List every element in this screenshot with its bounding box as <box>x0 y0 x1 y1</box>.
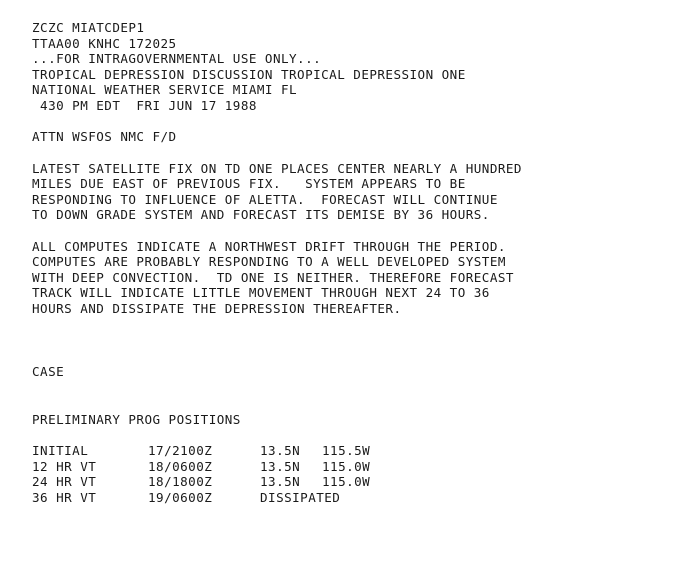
prog-title: PRELIMINARY PROG POSITIONS <box>32 411 241 427</box>
prog-status: DISSIPATED <box>260 489 341 505</box>
prog-lat: 13.5N <box>260 474 301 489</box>
paragraph-line: LATEST SATELLITE FIX ON TD ONE PLACES CENTER NEARLY A HUNDRED <box>32 160 522 176</box>
table-row <box>32 459 370 475</box>
header-line: ...FOR INTRAGOVERNMENTAL USE ONLY... <box>32 51 322 66</box>
prog-label: 36 HR VT <box>32 489 97 505</box>
prog-label: 24 HR VT <box>32 474 97 489</box>
prog-time: 19/0600Z <box>148 489 213 505</box>
spacer <box>32 145 682 161</box>
paragraph-line: MILES DUE EAST OF PREVIOUS FIX. SYSTEM APPEARS TO BE <box>32 176 466 191</box>
prog-lon: 115.0W <box>322 474 371 489</box>
prog-time: 18/1800Z <box>148 474 213 489</box>
forecaster-signature: CASE <box>32 364 65 379</box>
attn-line: ATTN WSFOS NMC F/D <box>32 129 177 144</box>
header-block <box>32 20 682 113</box>
paragraph-line: RESPONDING TO INFLUENCE OF ALETTA. FORECAST WILL CONTINUE <box>32 191 498 207</box>
prog-time: 18/0600Z <box>148 458 213 474</box>
header-line: TTAA00 KNHC 172025 <box>32 35 177 51</box>
prog-lat: 13.5N <box>260 443 301 458</box>
paragraph-line: COMPUTES ARE PROBABLY RESPONDING TO A WELL DEVELOPED SYSTEM <box>32 254 506 269</box>
header-line: 430 PM EDT FRI JUN 17 1988 <box>32 97 257 113</box>
table-row <box>32 490 370 506</box>
spacer <box>32 223 682 239</box>
spacer <box>32 316 682 364</box>
prog-label: 12 HR VT <box>32 458 97 474</box>
paragraph-satellite-fix <box>32 161 682 223</box>
paragraph-line: TO DOWN GRADE SYSTEM AND FORECAST ITS DEMISE BY 36 HOURS. <box>32 207 490 222</box>
discussion-document <box>32 20 682 505</box>
table-row <box>32 443 370 459</box>
spacer <box>32 427 682 443</box>
paragraph-line: WITH DEEP CONVECTION. TD ONE IS NEITHER. THEREFORE FORECAST <box>32 269 514 285</box>
paragraph-line: ALL COMPUTES INDICATE A NORTHWEST DRIFT THROUGH THE PERIOD. <box>32 238 506 254</box>
header-line: ZCZC MIATCDEP1 <box>32 20 145 35</box>
paragraph-computes <box>32 239 682 317</box>
spacer <box>32 380 682 412</box>
prog-label: INITIAL <box>32 443 89 458</box>
prog-lon: 115.5W <box>322 443 371 458</box>
prog-time: 17/2100Z <box>148 443 213 458</box>
table-row <box>32 474 370 490</box>
header-line: TROPICAL DEPRESSION DISCUSSION TROPICAL DEPRESSION ONE <box>32 66 466 82</box>
paragraph-line: TRACK WILL INDICATE LITTLE MOVEMENT THROUGH NEXT 24 TO 36 <box>32 285 490 300</box>
prog-lon: 115.0W <box>322 458 371 474</box>
spacer <box>32 113 682 129</box>
header-line: NATIONAL WEATHER SERVICE MIAMI FL <box>32 82 298 97</box>
paragraph-line: HOURS AND DISSIPATE THE DEPRESSION THEREAFTER. <box>32 300 402 316</box>
prog-positions-table <box>32 443 370 505</box>
prog-lat: 13.5N <box>260 458 301 474</box>
